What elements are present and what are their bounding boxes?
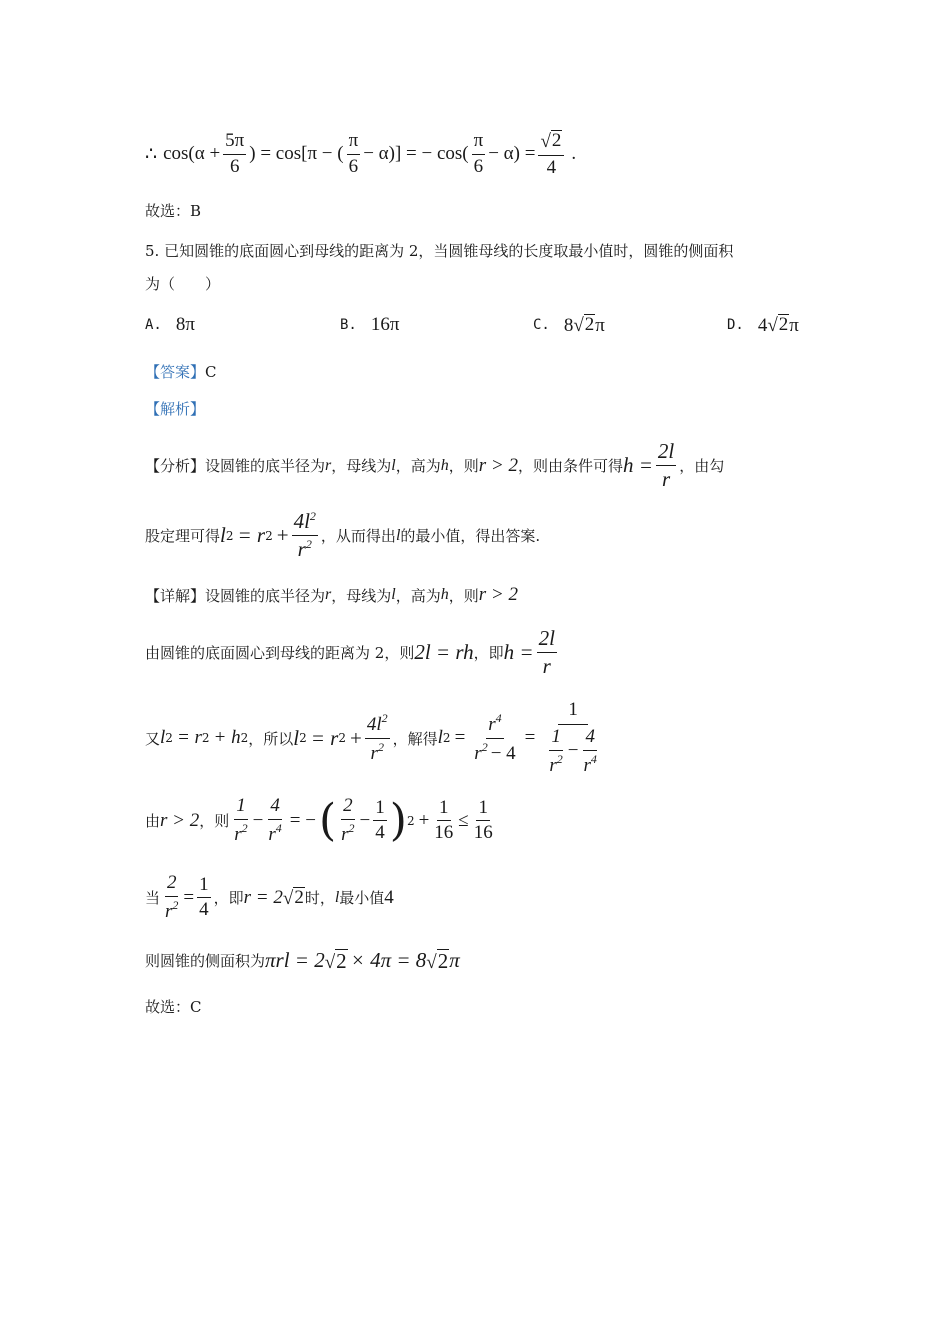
step3-minus: − <box>252 809 264 831</box>
step4-sqrt: √ 2 <box>282 887 304 910</box>
step2-frac-num <box>365 712 390 739</box>
step2-eq-one: = <box>524 727 536 749</box>
step3-b-den-text: r <box>268 823 276 845</box>
fenxi-frac <box>656 440 676 491</box>
prev-frac-4-num: √ 2 <box>538 130 564 156</box>
option-a <box>145 314 195 336</box>
prev-text-4: − α) = <box>488 143 536 165</box>
answer-value: C <box>205 362 217 381</box>
step4-r-eq: r = 2 <box>243 886 283 908</box>
step5-eq1: πrl = 2 <box>265 948 325 972</box>
fenxi-frac-num: 2l <box>656 440 676 466</box>
step3-b-den <box>266 820 283 846</box>
step4-frac-a <box>163 873 180 923</box>
left-paren-icon: ( <box>318 794 337 846</box>
step2-eq1c-sup: 2 <box>240 731 249 746</box>
step3-line <box>145 796 498 846</box>
fenxi-eq-lhs-sup: 2 <box>225 528 234 543</box>
option-c-value: 8 √ 2 π <box>563 314 605 336</box>
option-d-value: 4 √ 2 π <box>757 314 799 336</box>
answer-line <box>145 361 217 382</box>
fenxi-eq-mid: = r <box>237 523 266 548</box>
step2-r4-den <box>472 739 517 765</box>
step2-eq2c: + <box>350 725 362 750</box>
step3-c-den-text: r <box>341 823 349 845</box>
step5-rad2: 2 <box>437 948 449 973</box>
fenxi-l-2: l <box>395 526 401 544</box>
prev-frac-4 <box>538 130 564 179</box>
step2-inner2-num: 4 <box>583 727 597 751</box>
step5-sqrt-1: √ 2 <box>324 948 347 974</box>
fenxi-frac2-num-text: 4l <box>293 509 310 533</box>
step2-frac-den <box>369 739 386 765</box>
step3-c-den-sup: 2 <box>348 820 355 835</box>
fenxi-t8: ，从而得出 <box>320 527 396 546</box>
step3-b-den-sup: 4 <box>275 820 282 835</box>
analysis-tag-text: 【解析】 <box>145 400 206 418</box>
fenxi-eq-lhs: l <box>220 523 226 548</box>
step5-line <box>145 948 460 973</box>
fenxi-line-2 <box>145 510 540 561</box>
step3-a-num: 1 <box>234 796 248 820</box>
step2-inner1-num: 1 <box>549 727 563 751</box>
step3-c-num: 2 <box>341 796 355 820</box>
step4-b-num: 1 <box>197 875 211 899</box>
step2-t2: ，所以 <box>248 729 294 748</box>
xiangjie-t3: ，高为 <box>395 586 441 605</box>
xiangjie-tag: 【详解】 <box>145 586 206 605</box>
option-d-tail: π <box>789 314 799 336</box>
prev-text-2: ) = cos[π − ( <box>249 143 344 165</box>
step3-c-den <box>339 820 356 846</box>
step2-r4-den-sup: 2 <box>481 739 488 754</box>
step4-a-den-text: r <box>165 900 173 922</box>
fenxi-frac2-num <box>292 510 318 536</box>
fenxi-t4: ，则 <box>448 457 479 476</box>
option-b <box>340 314 399 336</box>
prev-choose: 故选：B <box>145 202 202 220</box>
prev-frac-2 <box>347 131 361 178</box>
step2-frac-num-text: 4l <box>366 713 382 735</box>
step4-t1: 当 <box>145 889 161 908</box>
xiangjie-h: h <box>440 586 449 603</box>
step3-plus: + <box>418 809 430 831</box>
step2-frac-den-text: r <box>370 742 378 764</box>
fenxi-t9: 的最小值，得出答案. <box>400 527 541 546</box>
step4-val: 4 <box>384 886 394 908</box>
fenxi-t3: ，高为 <box>395 457 441 476</box>
step2-t1: 又 <box>145 729 161 748</box>
fenxi-r: r <box>325 456 332 474</box>
step3-t2: ，则 <box>199 812 230 831</box>
step2-eq2: l <box>293 725 300 750</box>
step5-sqrt-2: √ 2 <box>426 948 449 974</box>
right-paren-icon: ) <box>389 794 407 846</box>
option-c-rad: 2 <box>584 314 595 335</box>
fenxi-t6: ，由勾 <box>679 457 725 476</box>
step5-t1: 则圆锥的侧面积为 <box>145 952 266 970</box>
step2-sol-l: l <box>437 727 443 749</box>
step1-frac-den: r <box>542 654 551 679</box>
fenxi-eq-mid-sup: 2 <box>265 528 273 543</box>
step2-inner1-den-sup: 2 <box>556 751 563 766</box>
step4-frac-b <box>197 875 211 922</box>
step4-rad: 2 <box>294 887 304 909</box>
step2-inner-frac-2 <box>582 727 599 777</box>
step2-frac-den-sup: 2 <box>377 739 384 754</box>
step3-a-den <box>232 820 249 846</box>
step2-r4-den-text: r <box>474 742 482 764</box>
step3-eq: = − <box>289 809 316 831</box>
fenxi-t1: 设圆锥的底半径为 <box>205 457 326 476</box>
option-c <box>533 314 605 337</box>
step1-t1: 由圆锥的底面圆心到母线的距离为 2，则 <box>145 644 415 663</box>
option-c-label: C. <box>533 317 550 334</box>
prev-frac-1-num: 5π <box>223 131 246 155</box>
step5-tail: π <box>449 948 460 972</box>
option-d-label: D. <box>727 317 744 334</box>
step2-big-den <box>542 725 604 777</box>
step3-frac-e <box>432 798 455 845</box>
step1-h-eq: h = <box>503 640 534 665</box>
prev-frac-3 <box>472 131 486 178</box>
step2-inner2-den-text: r <box>583 754 591 776</box>
prev-frac-1 <box>223 131 246 178</box>
step3-frac-d <box>373 798 387 845</box>
step3-d-num: 1 <box>373 798 387 822</box>
prev-frac-1-den: 6 <box>229 155 240 177</box>
step3-frac-a <box>232 796 249 846</box>
fenxi-frac-den: r <box>662 467 671 492</box>
prev-dot: . <box>571 143 577 165</box>
step2-r4-num-sup: 4 <box>495 710 502 725</box>
step4-t3: 时， <box>304 889 335 908</box>
step4-t2: ，即 <box>213 889 244 908</box>
step2-sol-eq: = <box>454 727 466 749</box>
xiangjie-l: l <box>391 586 396 603</box>
option-d <box>727 314 799 337</box>
fenxi-t7: 股定理可得 <box>145 527 221 546</box>
step2-inner-minus: − <box>567 740 579 762</box>
step2-eq2b-sup: 2 <box>338 731 346 746</box>
step2-eq2b: = r <box>310 725 339 750</box>
step2-inner2-den-sup: 4 <box>590 751 597 766</box>
prev-frac-4-den: 4 <box>546 156 557 178</box>
step1-eq: 2l = rh <box>414 640 474 665</box>
option-d-rad: 2 <box>778 314 789 335</box>
step3-minus-2: − <box>359 809 371 831</box>
analysis-tag <box>145 398 205 419</box>
fenxi-frac2-den <box>296 536 314 561</box>
step5-rad1: 2 <box>336 948 347 973</box>
step2-frac-num-sup: 2 <box>381 710 388 725</box>
step4-eq: = <box>183 886 195 908</box>
step3-f-den: 16 <box>473 822 493 844</box>
fenxi-eq-plus: + <box>276 523 289 548</box>
step1-line <box>145 627 560 678</box>
step2-inner-frac-1 <box>547 727 564 777</box>
step3-frac-f <box>472 798 495 845</box>
step5-eq2: × 4π = 8 <box>350 948 427 972</box>
step2-inner2-den <box>582 751 599 777</box>
step2-frac <box>365 712 390 765</box>
option-c-coef: 8 <box>563 314 574 336</box>
step2-sol-l-sup: 2 <box>442 731 451 746</box>
option-c-tail: π <box>595 314 605 336</box>
step2-eq1b: = r <box>176 727 202 749</box>
step3-a-den-text: r <box>234 823 242 845</box>
step2-eq1: l <box>160 727 166 749</box>
therefore-symbol: ∴ <box>145 143 158 165</box>
xiangjie-line <box>145 584 518 606</box>
fenxi-t5: ，则由条件可得 <box>517 457 623 476</box>
fenxi-frac2-num-sup: 2 <box>309 509 316 523</box>
option-b-value: 16π <box>370 314 400 335</box>
step2-inner1-den-text: r <box>549 754 557 776</box>
option-a-value: 8π <box>175 314 195 335</box>
xiangjie-t4: ，则 <box>448 586 479 605</box>
prev-equation <box>145 130 576 179</box>
step4-line <box>145 873 394 923</box>
step3-frac-c <box>339 796 356 846</box>
step3-e-den: 16 <box>434 822 454 844</box>
step3-t1: 由 <box>145 812 161 831</box>
prev-frac-2-den: 6 <box>348 155 359 177</box>
final-choose: 故选：C <box>145 998 202 1016</box>
step1-frac-num: 2l <box>537 627 557 653</box>
step2-line <box>145 700 607 777</box>
step3-paren-sup: 2 <box>406 813 415 828</box>
step2-r4-den-minus: − 4 <box>490 742 516 764</box>
step4-a-den-sup: 2 <box>172 897 179 912</box>
fenxi-line-1 <box>145 440 724 491</box>
step2-eq1b-sup: 2 <box>201 731 210 746</box>
step3-le: ≤ <box>458 809 469 831</box>
step4-t4: 最小值 <box>339 889 385 908</box>
step4-l: l <box>334 888 340 906</box>
answer-tag: 【答案】 <box>145 363 206 381</box>
step4-b-den: 4 <box>199 899 209 921</box>
step3-f-num: 1 <box>476 798 490 822</box>
step4-a-den <box>163 897 180 923</box>
step2-eq1c: + h <box>213 727 241 749</box>
fenxi-h: h <box>440 456 449 474</box>
q5-line-1: 5. 已知圆锥的底面圆心到母线的距离为 2，当圆锥母线的长度取最小值时，圆锥的侧面积 <box>145 242 734 260</box>
step4-a-num: 2 <box>165 873 179 897</box>
step2-r4-num <box>486 712 503 739</box>
prev-text-1: cos(α + <box>163 143 221 165</box>
step3-cond: r > 2 <box>160 809 200 831</box>
prev-frac-3-num: π <box>472 131 486 155</box>
prev-frac-2-num: π <box>347 131 361 155</box>
step1-frac <box>537 627 557 678</box>
prev-frac-4-rad: 2 <box>551 130 562 151</box>
prev-frac-3-den: 6 <box>473 155 484 177</box>
option-a-label: A. <box>145 317 162 333</box>
xiangjie-t2: ，母线为 <box>331 586 392 605</box>
step2-inner1-den <box>547 751 564 777</box>
fenxi-cond: r > 2 <box>478 454 518 476</box>
fenxi-frac2 <box>292 510 318 561</box>
fenxi-frac2-den-sup: 2 <box>305 537 312 552</box>
xiangjie-t1: 设圆锥的底半径为 <box>205 586 326 605</box>
fenxi-l: l <box>391 456 396 474</box>
step3-b-num: 4 <box>268 796 282 820</box>
step3-e-num: 1 <box>437 798 451 822</box>
step2-eq1-sup: 2 <box>165 731 173 746</box>
fenxi-h-eq: h = <box>623 453 653 478</box>
option-d-coef: 4 <box>757 314 768 336</box>
step2-big-num: 1 <box>558 700 588 725</box>
step3-d-den: 4 <box>375 822 385 844</box>
prev-text-3: − α)] = − cos( <box>363 143 469 165</box>
step2-r4-num-text: r <box>488 713 496 735</box>
fenxi-t2: ，母线为 <box>331 457 392 476</box>
fenxi-tag: 【分析】 <box>145 457 206 476</box>
step2-eq2-sup: 2 <box>299 731 307 746</box>
option-b-label: B. <box>340 317 357 333</box>
xiangjie-r: r <box>325 586 332 603</box>
step3-frac-b <box>266 796 283 846</box>
step1-t2: ，即 <box>473 644 504 663</box>
step3-a-den-sup: 2 <box>241 820 248 835</box>
step2-big-frac <box>542 700 604 777</box>
step2-t3: ，解得 <box>392 729 438 748</box>
xiangjie-cond: r > 2 <box>478 584 518 605</box>
fenxi-frac2-den-text: r <box>297 537 306 562</box>
step2-r4-frac <box>472 712 517 765</box>
q5-line-2: 为（ ） <box>145 275 221 293</box>
